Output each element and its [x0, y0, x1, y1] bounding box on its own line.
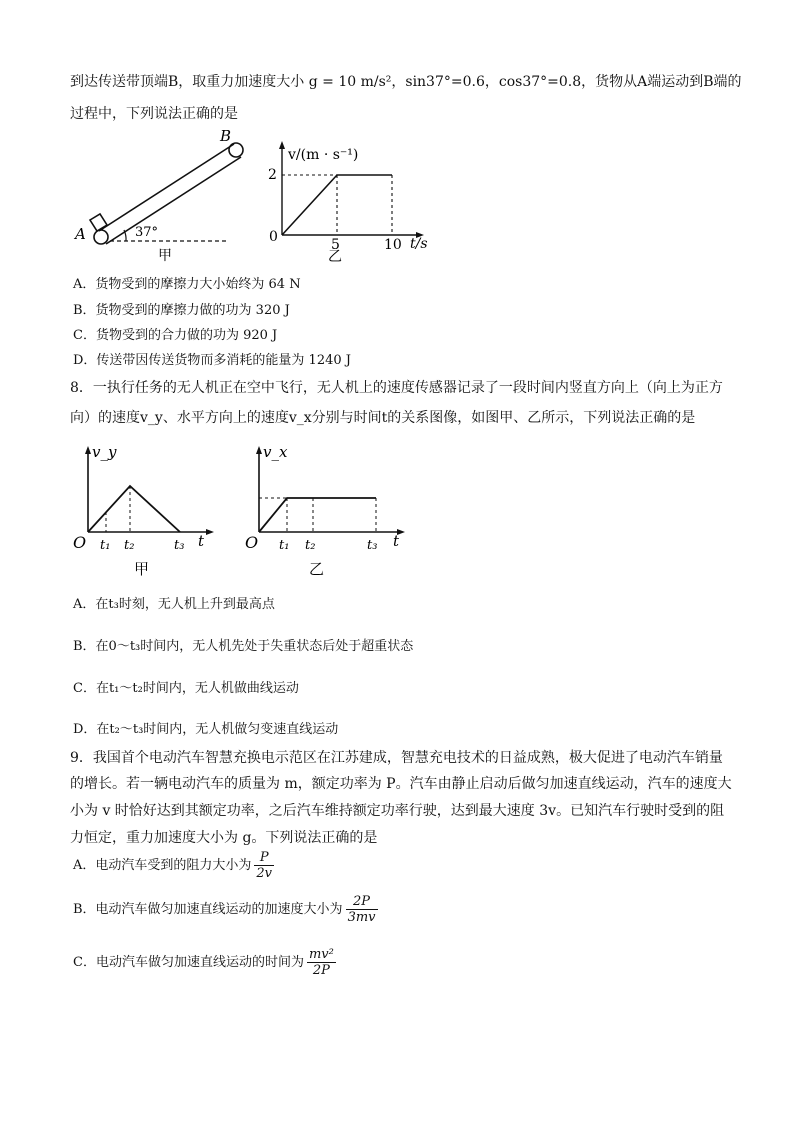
q8-stem-line-2: 向）的速度v_y、水平方向上的速度v_x分别与时间t的关系图像，如图甲、乙所示，下列说法正确的是 — [70, 410, 696, 426]
tick-t3: t₃ — [367, 538, 378, 553]
angle-label: 37° — [135, 225, 159, 240]
q9-stem-line-3: 小为 v 时恰好达到其额定功率，之后汽车维持额定功率行驶，达到最大速度 3v。已知汽车行驶时受到的阻 — [70, 803, 725, 819]
q9-option-a-text: A．电动汽车受到的阻力大小为 — [73, 858, 252, 873]
fraction: $\frac{P}{2v}$ — [256, 850, 273, 881]
t-axis-label: t — [198, 532, 205, 550]
pulley-b — [229, 143, 243, 157]
tick-t1: t₁ — [279, 538, 290, 553]
tick-t1: t₁ — [100, 538, 111, 553]
y-axis-label: v/(m · s⁻¹) — [288, 147, 359, 163]
vx-label: v_x — [263, 443, 288, 461]
origin-o: O — [245, 533, 259, 552]
q7-option-c[interactable]: C．货物受到的合力做的功为 920 J — [73, 328, 278, 343]
caption-yi: 乙 — [309, 560, 325, 578]
q8-option-a[interactable]: A．在t₃时刻，无人机上升到最高点 — [73, 597, 275, 612]
q9-stem-line-1: 9．我国首个电动汽车智慧充换电示范区在江苏建成，智慧充电技术的日益成熟，极大促进了电动汽车销量 — [70, 750, 723, 766]
tick-t2: t₂ — [305, 538, 316, 553]
q9-option-b-text: B．电动汽车做匀加速直线运动的加速度大小为 — [73, 902, 343, 917]
caption-yi: 乙 — [328, 249, 342, 265]
y-tick-2: 2 — [268, 167, 277, 183]
vy-label: v_y — [92, 443, 117, 461]
x-axis-label: t/s — [410, 236, 428, 252]
q8-option-d[interactable]: D．在t₂～t₃时间内，无人机做匀变速直线运动 — [73, 722, 339, 737]
q7-figure-yi — [262, 135, 462, 265]
q7-figure-jia — [70, 128, 250, 263]
q7-stem-line-2: 过程中，下列说法正确的是 — [70, 106, 238, 122]
fraction: $\frac{\text{mv²}}{2P}$ — [308, 947, 334, 978]
q9-option-a[interactable] — [73, 850, 274, 881]
origin-label: 0 — [269, 229, 278, 245]
x-tick-10: 10 — [384, 237, 402, 253]
origin-o: O — [73, 533, 87, 552]
t-axis-label: t — [393, 532, 400, 550]
x-tick-5: 5 — [331, 237, 340, 253]
q9-stem-line-4: 力恒定，重力加速度大小为 g。下列说法正确的是 — [70, 830, 378, 846]
q8-option-c[interactable]: C．在t₁～t₂时间内，无人机做曲线运动 — [73, 681, 299, 696]
q7-option-a[interactable]: A．货物受到的摩擦力大小始终为 64 N — [73, 277, 301, 292]
q8-stem-line-1: 8．一执行任务的无人机正在空中飞行，无人机上的速度传感器记录了一段时间内竖直方向上（向上为正方 — [70, 380, 723, 396]
cargo-box — [90, 214, 107, 231]
q8-figure-yi — [243, 442, 418, 582]
q7-option-d[interactable]: D．传送带因传送货物而多消耗的能量为 1240 J — [73, 353, 351, 368]
q8-figure-jia — [70, 442, 230, 582]
q9-stem-line-2: 的增长。若一辆电动汽车的质量为 m，额定功率为 P。汽车由静止启动后做匀加速直线运动，汽车的速度大 — [70, 776, 732, 792]
label-a: A — [75, 225, 86, 243]
q8-option-b[interactable]: B．在0～t₃时间内，无人机先处于失重状态后处于超重状态 — [73, 639, 414, 654]
caption-jia: 甲 — [134, 560, 150, 578]
tick-t3: t₃ — [174, 538, 185, 553]
caption-jia: 甲 — [158, 248, 172, 263]
q9-option-b[interactable] — [73, 894, 378, 925]
pulley-a — [94, 230, 108, 244]
belt-bottom-edge — [106, 157, 241, 244]
q7-stem-line-1: 到达传送带顶端B，取重力加速度大小 g = 10 m/s²，sin37°=0.6，cos37°=0.8，货物从A端运动到B端的 — [70, 74, 742, 90]
label-b: B — [220, 128, 232, 145]
q9-option-c[interactable] — [73, 947, 336, 978]
q7-option-b[interactable]: B．货物受到的摩擦力做的功为 320 J — [73, 303, 290, 318]
fraction: $\frac{2P}{3mv}$ — [347, 894, 376, 925]
q9-option-c-text: C．电动汽车做匀加速直线运动的时间为 — [73, 955, 304, 970]
belt-top-edge — [99, 144, 234, 231]
tick-t2: t₂ — [124, 538, 135, 553]
